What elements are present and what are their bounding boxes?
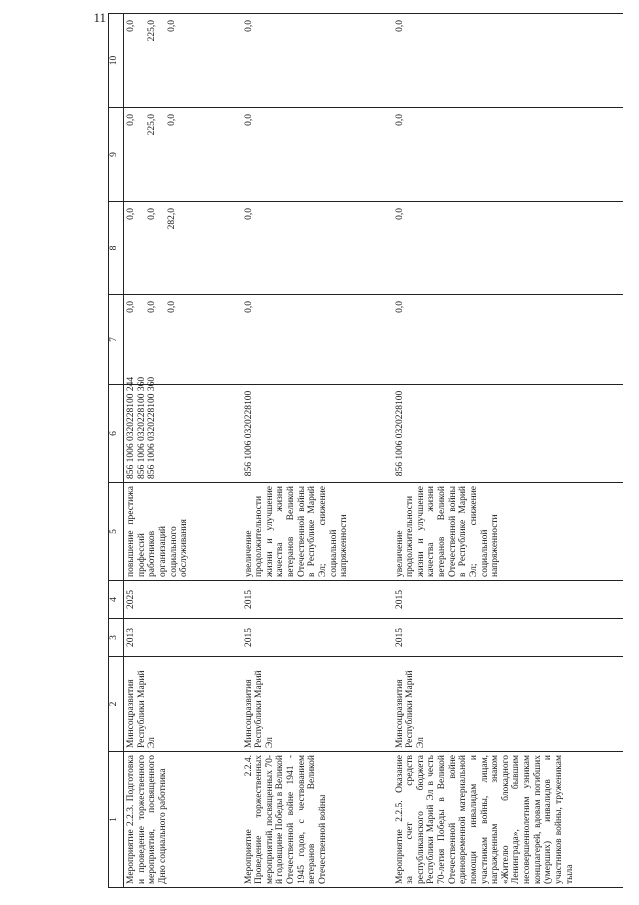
value: 0,0 [167, 301, 178, 313]
value-cell-col9 [124, 108, 242, 202]
executor-cell: Минсоцразвития Республики Марий Эл [124, 657, 242, 752]
budget-code: 856 1006 0320228100 360 [136, 376, 147, 479]
value: 0,0 [394, 114, 405, 126]
value-cell-col8 [393, 202, 623, 295]
value: 0,0 [167, 20, 178, 32]
table-row [124, 14, 242, 888]
value: 282,0 [167, 208, 178, 230]
program-activities-table [108, 13, 623, 888]
end-year-cell: 2025 [124, 581, 242, 619]
value-cell-col10 [242, 14, 393, 108]
value: 0,0 [243, 114, 254, 126]
value: 0,0 [243, 301, 254, 313]
column-header: 8 [109, 202, 124, 295]
activity-cell: Мероприятие 2.2.4. Проведение торжественных мероприятий, посвященных 70-й годовщине Победы в Великой Отечественной войне 1941 - 1945 годов, с чествованием ветеранов Великой Отечественной войны [242, 752, 393, 888]
value: 0,0 [243, 208, 254, 220]
column-header: 7 [109, 295, 124, 385]
budget-code-cell [242, 385, 393, 483]
column-header: 5 [109, 483, 124, 581]
result-cell: увеличение продолжительности жизни и улучшение качества жизни ветеранов Великой Отечественной войны в Республике Марий Эл; снижение социальной напряженности [393, 483, 623, 581]
value: 0,0 [126, 208, 136, 220]
program-activities-table-sheet [108, 14, 628, 888]
value: 0,0 [146, 301, 157, 313]
value: 0,0 [146, 208, 157, 220]
table-row [242, 14, 393, 888]
value: 0,0 [394, 208, 405, 220]
budget-code: 856 1006 0320228100 360 [147, 376, 158, 479]
value-cell-col10 [393, 14, 623, 108]
activity-cell: Мероприятие 2.2.5. Оказание за счет средств республиканского бюджета Республики Марий Эл в честь 70-летия Победы в Великой Отечественной войне единовременной материальной помощи инвалидам и участникам войны, лицам, награжденным знаком «Жителю блокадного Ленинграда», бывшим несовершеннолетним узникам концлагерей, вдовам погибших (умерших) инвалидов и участников войны, труженикам тыла [393, 752, 623, 888]
start-year-cell: 2015 [393, 619, 623, 657]
value-cell-col9 [242, 108, 393, 202]
executor-cell: Минсоцразвития Республики Марий Эл [242, 657, 393, 752]
column-header: 3 [109, 619, 124, 657]
start-year-cell: 2013 [124, 619, 242, 657]
budget-code-cell [393, 385, 623, 483]
column-header: 2 [109, 657, 124, 752]
value: 0,0 [394, 20, 405, 32]
value-cell-col7 [242, 295, 393, 385]
value-cell-col8 [124, 202, 242, 295]
column-header: 10 [109, 14, 124, 108]
budget-code: 856 1006 0320228100 [394, 390, 405, 477]
budget-code: 856 1006 0320228100 [243, 390, 254, 477]
budget-code-cell [124, 376, 242, 483]
value: 0,0 [167, 114, 178, 126]
column-header: 6 [109, 385, 124, 483]
result-cell: увеличение продолжительности жизни и улучшение качества жизни ветеранов Великой Отечественной войны в Республике Марий Эл; снижение социальной напряженности [242, 483, 393, 581]
value-cell-col10 [124, 14, 242, 108]
end-year-cell: 2015 [393, 581, 623, 619]
value-cell-col7 [124, 295, 242, 385]
value: 225,0 [146, 114, 157, 136]
value: 225,0 [146, 20, 157, 42]
column-number-row [109, 14, 124, 888]
value: 0,0 [126, 20, 136, 32]
column-header: 4 [109, 581, 124, 619]
value: 0,0 [394, 301, 405, 313]
result-cell: повышение престижа профессий работников организаций социального обслуживания [124, 483, 242, 581]
end-year-cell: 2015 [242, 581, 393, 619]
value: 0,0 [126, 114, 136, 126]
value-cell-col9 [393, 108, 623, 202]
value-cell-col8 [242, 202, 393, 295]
column-header: 9 [109, 108, 124, 202]
executor-cell: Минсоцразвития Республики Марий Эл [393, 657, 623, 752]
value-cell-col7 [393, 295, 623, 385]
start-year-cell: 2015 [242, 619, 393, 657]
page-number: 11 [93, 10, 106, 25]
activity-cell: Мероприятие 2.2.3. Подготовка и проведение торжественного мероприятия, посвященного Дню социального работника [124, 752, 242, 888]
budget-code: 856 1006 0320228100 244 [126, 376, 136, 479]
value: 0,0 [243, 20, 254, 32]
value: 0,0 [126, 301, 136, 313]
table-row [393, 14, 623, 888]
column-header: 1 [109, 752, 124, 888]
